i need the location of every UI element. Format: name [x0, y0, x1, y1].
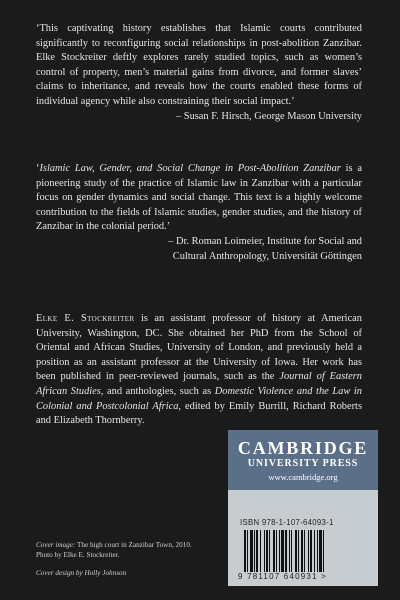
quote-2-book-title: Islamic Law, Gender, and Social Change in Post-Abolition Zanzibar — [39, 163, 341, 174]
barcode-image — [242, 530, 364, 572]
publisher-url: www.cambridge.org — [268, 472, 338, 482]
isbn-label: ISBN 978-1-107-64093-1 — [240, 518, 334, 527]
bio-anthology-title: Domestic Violence and the Law in Colonial and Postcolonial Africa, — [36, 385, 362, 412]
bio-text-part-2: and anthologies, such as — [103, 385, 215, 397]
bio-journal-title: Journal of Eastern African Studies, — [36, 371, 362, 397]
quote-1-attribution: – Susan F. Hirsch, George Mason University — [176, 110, 362, 122]
cover-image-credit — [36, 540, 196, 560]
publisher-press: UNIVERSITY PRESS — [247, 458, 359, 469]
publisher-logo-block — [228, 430, 378, 490]
bio-text-part-3: edited by Emily Burrill, Richard Roberts and Elizabeth Thornberry. — [36, 400, 362, 427]
publisher-name: CAMBRIDGE — [237, 438, 369, 458]
author-name: Elke E. Stockreiter — [36, 313, 135, 324]
bio-text-part-1: is an assistant professor of history at American University, Washington, DC. She obtained her PhD from the School of Oriental and African Studies, University of London, and previously held a position as an assistant professor at the University of Iowa. Her work has been published in peer-reviewed journals, such as the — [36, 313, 362, 383]
cover-design-credit — [36, 568, 196, 578]
quote-1-text: ‘This captivating history establishes that Islamic courts contributed significantly to reconfiguring social relationships in post-abolition Zanzibar. Elke Stockreiter deftly explores rarely studied topics, such as women’s control of property, men’s material gains from divorce, and former slaves’ claims to inheritance, and reveals how the courts enabled these forms of individual agency while also constraining their social impact.’ — [36, 23, 362, 107]
author-bio — [36, 312, 362, 429]
cover-image-text: The high court in Zanzibar Town, 2010. Photo by Elke E. Stockreiter. — [36, 541, 192, 559]
quote-2-attribution-line-2: Cultural Anthropology, Universität Göttingen — [172, 250, 362, 262]
cover-design-text: Cover design by Holly Johnson — [36, 569, 127, 577]
publisher-barcode-panel — [228, 430, 378, 586]
cover-image-label: Cover image: — [36, 541, 76, 549]
quote-2-text: is a pioneering study of the practice of Islamic law in Zanzibar with a particular focus on gender dynamics and social change. This text is a highly welcome contribution to the fields of Islamic studies, gender studies, and the history of Zanzibar in the colonial period.’ — [36, 163, 362, 233]
endorsement-quote-1 — [36, 22, 362, 124]
quote-2-attribution-line-1: – Dr. Roman Loimeier, Institute for Social and — [168, 235, 362, 247]
endorsement-quote-2 — [36, 162, 362, 264]
quote-2-open-quote: ‘ — [36, 163, 40, 174]
barcode-digits: 9 781107 640931 > — [238, 572, 327, 581]
